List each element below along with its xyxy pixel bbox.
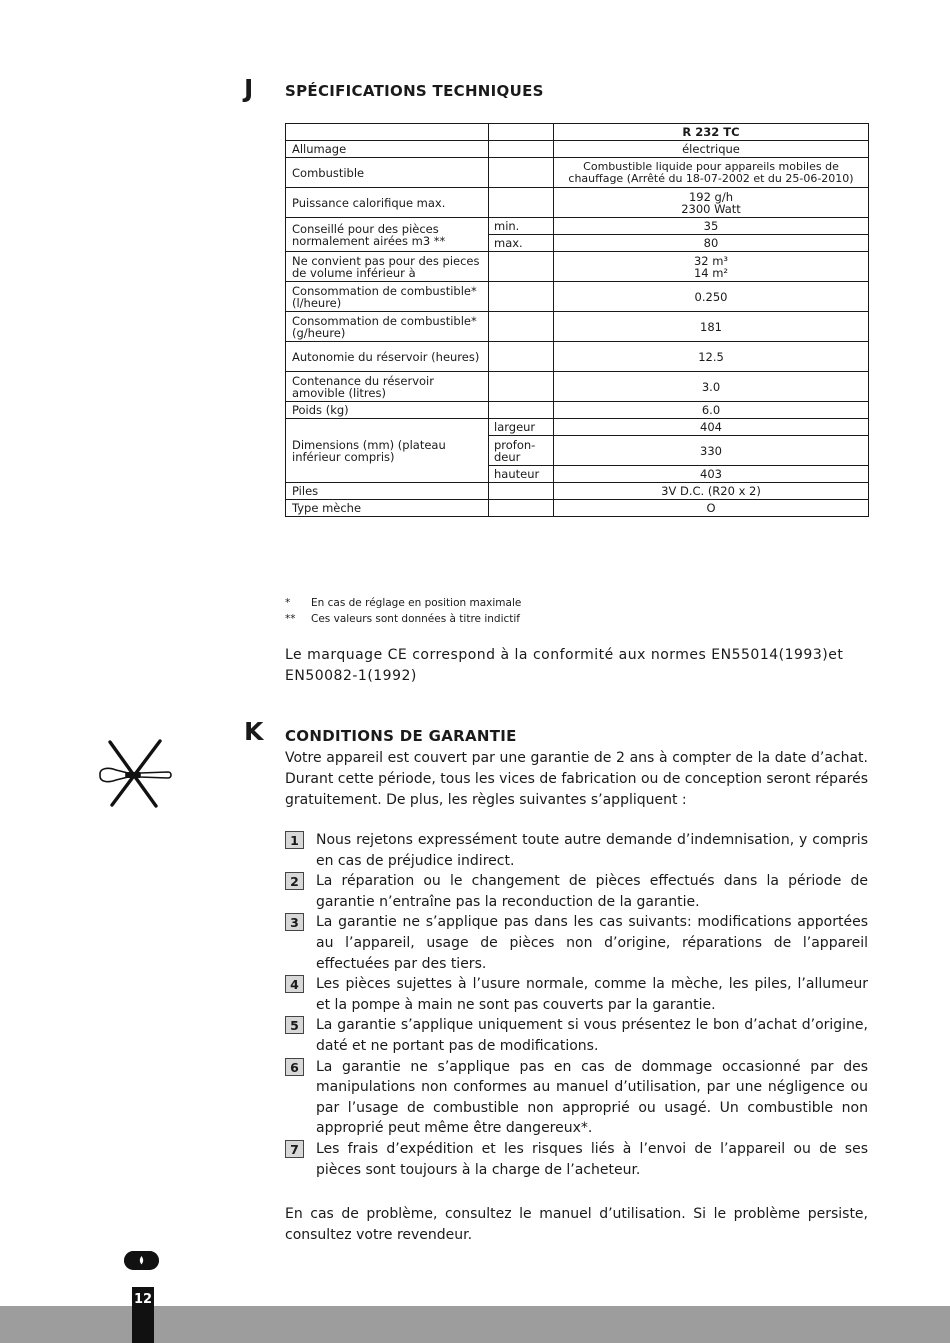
row-label: Contenance du réservoir amovible (litres) [286,372,489,402]
row-value [554,252,869,282]
row-value: 6.0 [554,402,869,419]
row-label: Conseillé pour des pièces normalement airées m3 ** [286,218,489,252]
row-value: 404 [554,419,869,436]
footnote [285,612,521,628]
row-value: 35 [554,218,869,235]
list-item [285,912,868,974]
condition-number: 7 [285,1140,304,1158]
row-label: Autonomie du réservoir (heures) [286,342,489,372]
table-row [286,218,869,235]
condition-text: La garantie ne s’applique pas dans les cas suivants: modifications apportées au l’appareil, usage de pièces non d’origine, réparations de l’appareil effectuées par des tiers. [316,914,868,972]
row-label: Puissance calorifique max. [286,188,489,218]
value-line: 14 m² [693,265,729,280]
list-item [285,1015,868,1056]
condition-text: Les pièces sujettes à l’usure normale, comme la mèche, les piles, l’allumeur et la pompe à main ne sont pas couverts par la garantie. [316,976,868,1013]
row-label: Combustible [286,158,489,188]
warranty-outro: En cas de problème, consultez le manuel d’utilisation. Si le problème persiste, consultez votre revendeur. [285,1206,868,1243]
condition-number: 6 [285,1058,304,1076]
row-label: Ne convient pas pour des pieces de volume inférieur à [286,252,489,282]
footnote-mark: ** [285,612,296,625]
row-label: Allumage [286,141,489,158]
footnote [285,596,521,612]
table-row [286,158,869,188]
condition-text: La réparation ou le changement de pièces effectués dans la période de garantie n’entraîne pas la reconduction de la garantie. [316,873,868,910]
table-row [286,252,869,282]
row-value [554,188,869,218]
flame-icon [124,1251,159,1270]
footnote-mark: * [285,597,291,609]
table-row [286,312,869,342]
row-value: 403 [554,466,869,483]
row-value: O [554,500,869,517]
table-row [286,342,869,372]
section-letter-k: K [244,717,264,746]
row-value: Combustible liquide pour appareils mobiles de chauffage (Arrêté du 18-07-2002 et du 25-06-2010) [554,158,869,188]
table-row [286,282,869,312]
table-row [286,419,869,436]
row-label: Dimensions (mm) (plateau inférieur compris) [286,419,489,483]
row-label: Consommation de combustible* (g/heure) [286,312,489,342]
section-title-specifications: SPÉCIFICATIONS TECHNIQUES [285,82,544,100]
table-row [286,500,869,517]
row-value: 3V D.C. (R20 x 2) [554,483,869,500]
page-number-tab [132,1287,154,1343]
row-label: Piles [286,483,489,500]
sub-label: profon-deur [489,436,554,466]
condition-text: Les frais d’expédition et les risques liés à l’envoi de l’appareil ou de ses pièces sont toujours à la charge de l’acheteur. [316,1140,868,1178]
section-title-warranty: CONDITIONS DE GARANTIE [285,727,517,745]
value-line: 32 m³ [693,253,729,268]
sub-label: largeur [489,419,554,436]
row-value: 12.5 [554,342,869,372]
value-line: 2300 Watt [681,201,741,216]
row-value: 0.250 [554,282,869,312]
no-screwdriver-icon [96,738,176,810]
condition-number: 1 [285,831,304,849]
table-row [286,141,869,158]
table-header-row [286,124,869,141]
row-value: 3.0 [554,372,869,402]
condition-number: 2 [285,872,304,890]
list-item [285,1139,868,1180]
row-value: électrique [554,141,869,158]
condition-number: 4 [285,975,304,993]
sub-label: hauteur [489,466,554,483]
table-row [286,188,869,218]
table-row [286,483,869,500]
model-header: R 232 TC [554,124,869,141]
condition-text: Nous rejetons expressément toute autre demande d’indemnisation, y compris en cas de préjudice indirect. [316,832,868,869]
row-label: Consommation de combustible* (l/heure) [286,282,489,312]
condition-number: 5 [285,1016,304,1034]
table-row [286,402,869,419]
sub-label: max. [489,235,554,252]
warranty-conditions-list [285,830,868,1180]
condition-text: La garantie ne s’applique pas en cas de dommage occasionné par des manipulations non conformes au manuel d’utilisation, par une négligence ou par l’usage de combustible non approprié ou usagé. Un combustible non approprié peut même être dangereux*. [316,1058,868,1137]
specifications-table [285,123,869,517]
row-value: 181 [554,312,869,342]
list-item [285,974,868,1015]
page-number: 12 [133,1292,153,1307]
condition-text: La garantie s’applique uniquement si vous présentez le bon d’achat d’origine, daté et ne portant pas de modifications. [316,1017,868,1054]
row-value: 80 [554,235,869,252]
row-value: 330 [554,436,869,466]
list-item [285,830,868,871]
row-label: Type mèche [286,500,489,517]
footnote-text: En cas de réglage en position maximale [311,597,522,609]
list-item [285,871,868,912]
value-line: 192 g/h [688,189,734,204]
condition-number: 3 [285,913,304,931]
ce-marking-text: Le marquage CE correspond à la conformité aux normes EN55014(1993)et EN50082-1(1992) [285,647,844,684]
list-item [285,1057,868,1139]
sub-label: min. [489,218,554,235]
table-row [286,372,869,402]
section-letter-j: J [244,74,254,103]
footnotes [285,596,521,627]
row-label: Poids (kg) [286,402,489,419]
footnote-text: Ces valeurs sont données à titre indictif [311,612,521,625]
warranty-intro: Votre appareil est couvert par une garantie de 2 ans à compter de la date d’achat. Durant cette période, tous les vices de fabrication ou de conception seront réparés gratuitement. De plus, les règles suivantes s’appliquent : [285,750,869,808]
